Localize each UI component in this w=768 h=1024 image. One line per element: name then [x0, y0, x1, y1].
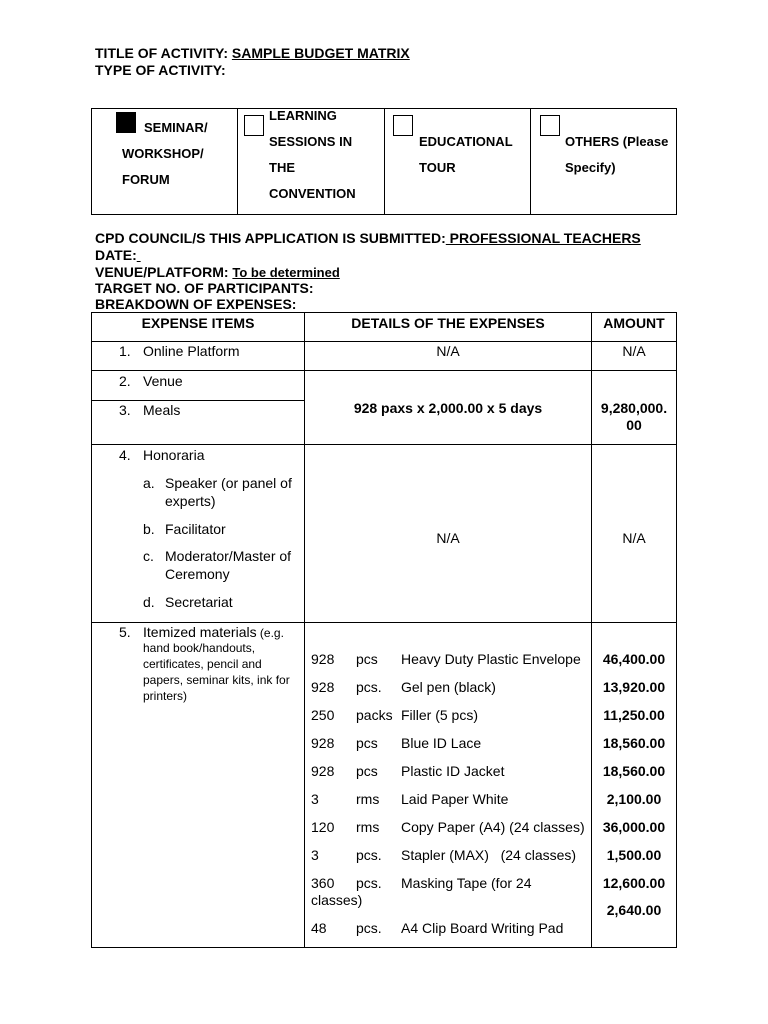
breakdown-label: BREAKDOWN OF EXPENSES: — [95, 296, 297, 312]
material-amount: 18,560.00 — [602, 763, 666, 779]
option-learning-line4: CONVENTION — [269, 186, 356, 201]
row5-number: 5. — [119, 624, 131, 640]
material-amount: 36,000.00 — [602, 819, 666, 835]
material-description-cont: classes) — [311, 892, 363, 908]
activity-title: TITLE OF ACTIVITY: SAMPLE BUDGET MATRIX — [95, 45, 410, 61]
option-educational-line2: TOUR — [419, 160, 456, 175]
row5-note-line2: certificates, pencil and — [143, 657, 262, 671]
honoraria-d-line1: Secretariat — [165, 594, 233, 610]
material-description: Laid Paper White — [401, 791, 509, 807]
material-description: Copy Paper (A4) (24 classes) — [401, 819, 585, 835]
material-qty: 928 — [311, 679, 335, 695]
material-amount: 46,400.00 — [602, 651, 666, 667]
venue-value: To be determined — [232, 265, 340, 280]
meals-amount-line1: 9,280,000. — [600, 400, 668, 416]
material-qty: 250 — [311, 707, 335, 723]
row4-item: Honoraria — [143, 447, 205, 463]
material-description: Masking Tape (for 24 — [401, 875, 532, 891]
option-learning-line3: THE — [269, 160, 295, 175]
material-amount: 18,560.00 — [602, 735, 666, 751]
row5-note-line4: printers) — [143, 689, 188, 703]
material-qty: 928 — [311, 763, 335, 779]
option-seminar-line1: SEMINAR/ — [144, 120, 208, 135]
material-description: Blue ID Lace — [401, 735, 482, 751]
row1-amount: N/A — [622, 343, 646, 359]
learning-sessions-checkbox[interactable] — [244, 115, 264, 136]
others-checkbox[interactable] — [540, 115, 560, 136]
date-line: DATE: — [95, 247, 137, 263]
material-amount: 12,600.00 — [602, 875, 666, 891]
material-qty: 360 — [311, 875, 335, 891]
option-educational-line1: EDUCATIONAL — [419, 134, 513, 149]
material-unit: packs — [356, 707, 393, 723]
row5-note-line1: hand book/handouts, — [143, 641, 256, 655]
material-unit: pcs. — [356, 920, 382, 936]
material-unit: rms — [356, 791, 380, 807]
row2-number: 2. — [119, 373, 131, 389]
header-expense-items: EXPENSE ITEMS — [141, 315, 255, 331]
header-amount: AMOUNT — [603, 315, 665, 331]
option-learning-line2: SESSIONS IN — [269, 134, 353, 149]
honoraria-a-line1: Speaker (or panel of — [165, 475, 292, 491]
material-qty: 928 — [311, 651, 335, 667]
row3-number: 3. — [119, 402, 131, 418]
row1-details: N/A — [436, 343, 460, 359]
option-others-line2: Specify) — [565, 160, 616, 175]
material-amount: 1,500.00 — [606, 847, 662, 863]
honoraria-details: N/A — [436, 530, 460, 546]
material-unit: pcs. — [356, 847, 382, 863]
material-qty: 928 — [311, 735, 335, 751]
activity-type-label: TYPE OF ACTIVITY: — [95, 62, 226, 78]
option-seminar-line3: FORUM — [122, 172, 170, 187]
educational-tour-checkbox[interactable] — [393, 115, 413, 136]
option-learning-line1: LEARNING — [269, 108, 337, 123]
option-others-line1: OTHERS (Please — [565, 134, 669, 149]
material-unit: pcs — [356, 735, 378, 751]
row5-note-line3: papers, seminar kits, ink for — [143, 673, 290, 687]
honoraria-amount: N/A — [622, 530, 646, 546]
cpd-council-value: PROFESSIONAL TEACHERS — [445, 230, 641, 246]
activity-title-value: SAMPLE BUDGET MATRIX — [231, 45, 410, 61]
material-unit: pcs. — [356, 679, 382, 695]
row1-item: Online Platform — [143, 343, 240, 359]
row1-number: 1. — [119, 343, 131, 359]
material-description: Filler (5 pcs) — [401, 707, 479, 723]
row5-item: Itemized materials (e.g. — [143, 624, 284, 640]
meals-amount-line2: 00 — [626, 417, 642, 433]
header-details: DETAILS OF THE EXPENSES — [351, 315, 545, 331]
material-unit: pcs. — [356, 875, 382, 891]
seminar-checkbox[interactable] — [116, 112, 136, 133]
target-participants-label: TARGET NO. OF PARTICIPANTS: — [95, 280, 314, 296]
material-qty: 3 — [311, 791, 319, 807]
option-seminar-line2: WORKSHOP/ — [122, 146, 204, 161]
honoraria-a-line2: experts) — [165, 493, 216, 509]
material-description: A4 Clip Board Writing Pad — [401, 920, 564, 936]
material-unit: rms — [356, 819, 380, 835]
material-description: Gel pen (black) — [401, 679, 496, 695]
honoraria-c-letter: c. — [143, 548, 154, 564]
material-unit: pcs — [356, 651, 378, 667]
row2-item: Venue — [143, 373, 183, 389]
material-qty: 48 — [311, 920, 327, 936]
activity-type-box — [91, 108, 677, 215]
row3-item: Meals — [143, 402, 181, 418]
material-unit: pcs — [356, 763, 378, 779]
honoraria-c-line1: Moderator/Master of — [165, 548, 292, 564]
venue-line: VENUE/PLATFORM: To be determined — [95, 264, 340, 280]
material-qty: 3 — [311, 847, 319, 863]
material-amount: 2,640.00 — [606, 902, 662, 918]
material-description: Heavy Duty Plastic Envelope — [401, 651, 581, 667]
material-description: Plastic ID Jacket — [401, 763, 505, 779]
row4-number: 4. — [119, 447, 131, 463]
honoraria-d-letter: d. — [143, 594, 155, 610]
material-qty: 120 — [311, 819, 335, 835]
cpd-council-line: CPD COUNCIL/S THIS APPLICATION IS SUBMITTED: PROFESSIONAL TEACHERS — [95, 230, 641, 246]
material-amount: 13,920.00 — [602, 679, 666, 695]
honoraria-c-line2: Ceremony — [165, 566, 230, 582]
material-description: Stapler (MAX) (24 classes) — [401, 847, 577, 863]
honoraria-b-letter: b. — [143, 521, 155, 537]
honoraria-b-line1: Facilitator — [165, 521, 226, 537]
meals-details: 928 paxs x 2,000.00 x 5 days — [353, 400, 543, 416]
material-amount: 2,100.00 — [606, 791, 662, 807]
honoraria-a-letter: a. — [143, 475, 155, 491]
material-amount: 11,250.00 — [603, 707, 665, 723]
